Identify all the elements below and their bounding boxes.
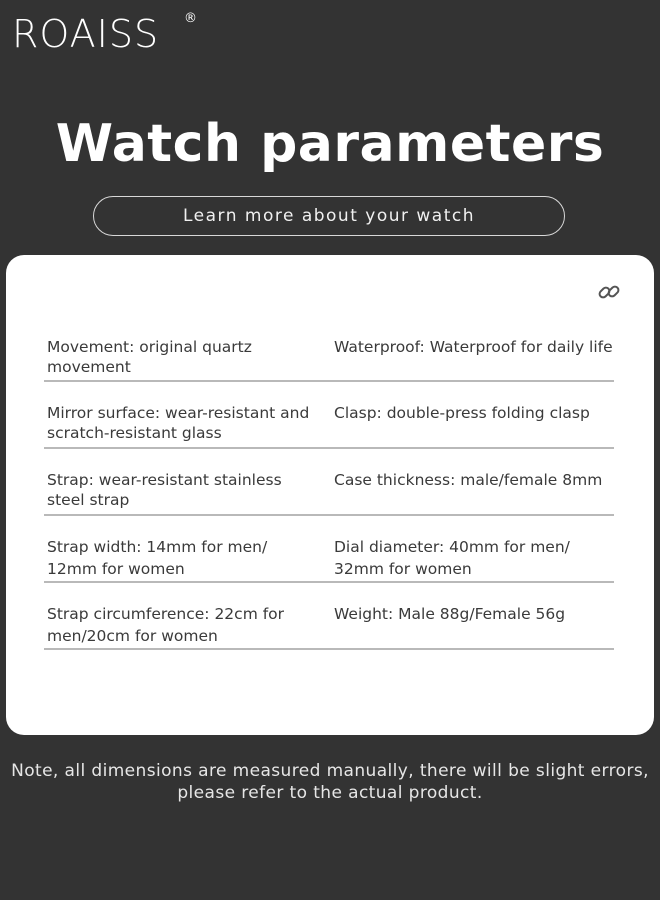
link-icon[interactable] xyxy=(596,279,622,305)
registered-mark: ® xyxy=(184,11,197,26)
parameter-row xyxy=(44,603,614,650)
parameter-row xyxy=(44,536,614,583)
measurement-note: Note, all dimensions are measured manually, there will be slight errors, please refer to the actual product. xyxy=(11,761,649,803)
parameter-strap-width: Strap width: 14mm for men/ 12mm for women xyxy=(47,538,268,578)
parameter-case-thickness: Case thickness: male/female 8mm xyxy=(334,471,603,489)
parameter-waterproof: Waterproof: Waterproof for daily life xyxy=(334,338,613,356)
parameter-row xyxy=(44,470,614,516)
parameter-dial-diameter: Dial diameter: 40mm for men/ 32mm for women xyxy=(334,538,570,578)
parameters-card xyxy=(6,255,654,735)
parameter-mirror-surface: Mirror surface: wear-resistant and scratch-resistant glass xyxy=(47,404,310,442)
parameter-row xyxy=(44,337,614,382)
parameter-strap: Strap: wear-resistant stainless steel strap xyxy=(47,471,282,509)
learn-more-button[interactable] xyxy=(93,196,565,236)
page-title: Watch parameters xyxy=(55,114,605,174)
learn-more-label: Learn more about your watch xyxy=(182,206,476,226)
brand-logo: ROAISS xyxy=(12,12,160,56)
parameter-movement: Movement: original quartz movement xyxy=(47,338,252,376)
parameter-row xyxy=(44,403,614,449)
parameter-strap-circumference: Strap circumference: 22cm for men/20cm for women xyxy=(47,605,285,645)
parameter-clasp: Clasp: double-press folding clasp xyxy=(334,404,590,422)
parameter-weight: Weight: Male 88g/Female 56g xyxy=(334,605,566,623)
